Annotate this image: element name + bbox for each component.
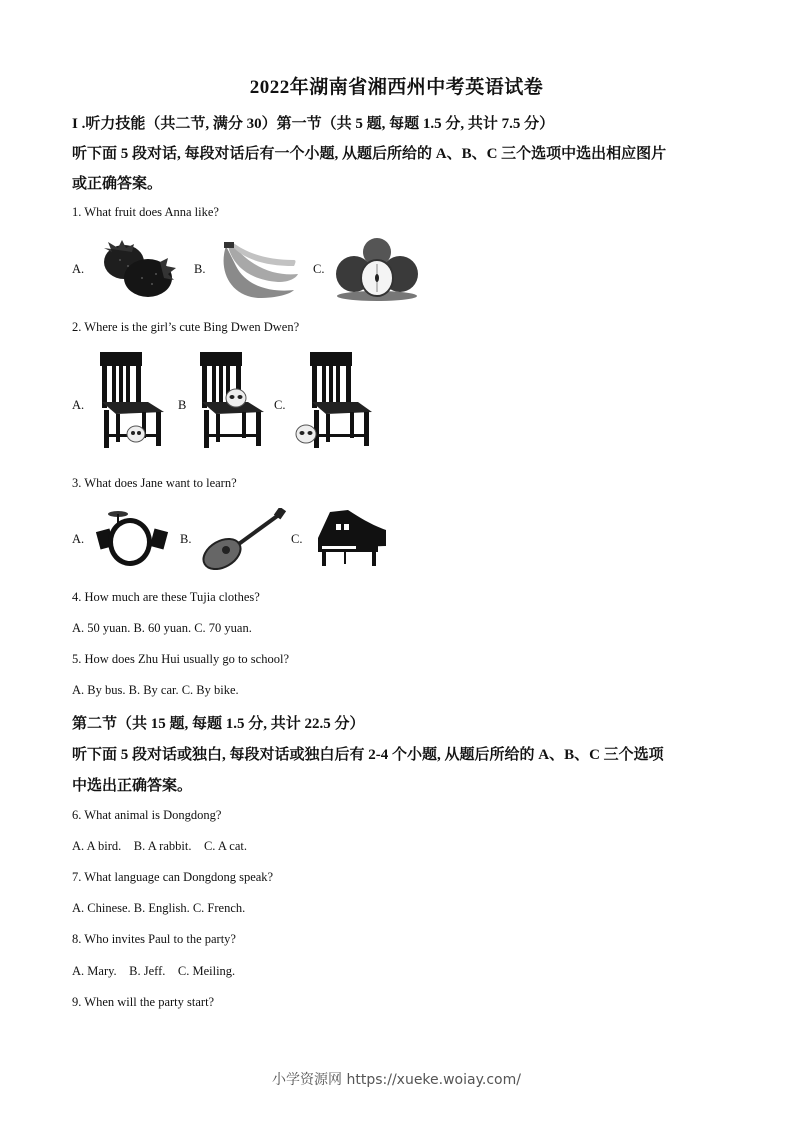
section1-instruction-line1: 听下面 5 段对话, 每段对话后有一个小题, 从题后所给的 A、B、C 三个选项中选出相应图片 — [72, 146, 667, 162]
question-8-text: 8. Who invites Paul to the party? — [72, 932, 236, 946]
question-4-options: A. 50 yuan. B. 60 yuan. C. 70 yuan. — [72, 621, 252, 635]
q2-option-a-label: A. — [72, 398, 85, 412]
chair-toy-under-icon — [96, 350, 168, 450]
question-1-text: 1. What fruit does Anna like? — [72, 205, 219, 219]
question-7-text: 7. What language can Dongdong speak? — [72, 870, 274, 884]
chair-toy-on-icon — [196, 350, 268, 450]
question-3-text: 3. What does Jane want to learn? — [72, 476, 237, 490]
question-5-text: 5. How does Zhu Hui usually go to school? — [72, 652, 289, 666]
section2-instruction-line1: 听下面 5 段对话或独白, 每段对话或独白后有 2-4 个小题, 从题后所给的 A、B、C 三个选项 — [72, 747, 664, 763]
q1-option-b-label: B. — [194, 262, 206, 276]
chair-toy-beside-icon — [294, 350, 374, 450]
q3-option-c-label: C. — [291, 532, 303, 546]
section1-header: I .听力技能（共二节, 满分 30）第一节（共 5 题, 每题 1.5 分, 共计 7.5 分） — [72, 116, 555, 132]
q3-option-b-label: B. — [180, 532, 192, 546]
bananas-icon — [218, 240, 300, 302]
q2-option-b-label: B — [178, 398, 187, 412]
drums-icon — [94, 508, 170, 570]
guitar-icon — [200, 508, 286, 570]
piano-icon — [314, 508, 390, 570]
q3-option-a-label: A. — [72, 532, 85, 546]
question-6-options: A. A bird. B. A rabbit. C. A cat. — [72, 839, 248, 853]
question-8-options: A. Mary. B. Jeff. C. Meiling. — [72, 964, 236, 978]
section1-instruction-line2: 或正确答案。 — [72, 176, 163, 192]
section2-header: 第二节（共 15 题, 每题 1.5 分, 共计 22.5 分） — [72, 716, 365, 732]
question-4-text: 4. How much are these Tujia clothes? — [72, 590, 260, 604]
question-6-text: 6. What animal is Dongdong? — [72, 808, 222, 822]
section2-instruction-line2: 中选出正确答案。 — [72, 778, 193, 794]
q1-option-c-label: C. — [313, 262, 325, 276]
page-title: 2022年湖南省湘西州中考英语试卷 — [249, 77, 544, 98]
question-2-text: 2. Where is the girl’s cute Bing Dwen Dwen? — [72, 320, 300, 334]
strawberries-icon — [94, 238, 180, 300]
question-5-options: A. By bus. B. By car. C. By bike. — [72, 683, 239, 697]
apples-icon — [334, 236, 420, 302]
q2-option-c-label: C. — [274, 398, 286, 412]
question-9-text: 9. When will the party start? — [72, 995, 215, 1009]
question-7-options: A. Chinese. B. English. C. French. — [72, 901, 246, 915]
q1-option-a-label: A. — [72, 262, 85, 276]
footer-watermark: 小学资源网 https://xueke.woiay.com/ — [272, 1072, 521, 1088]
